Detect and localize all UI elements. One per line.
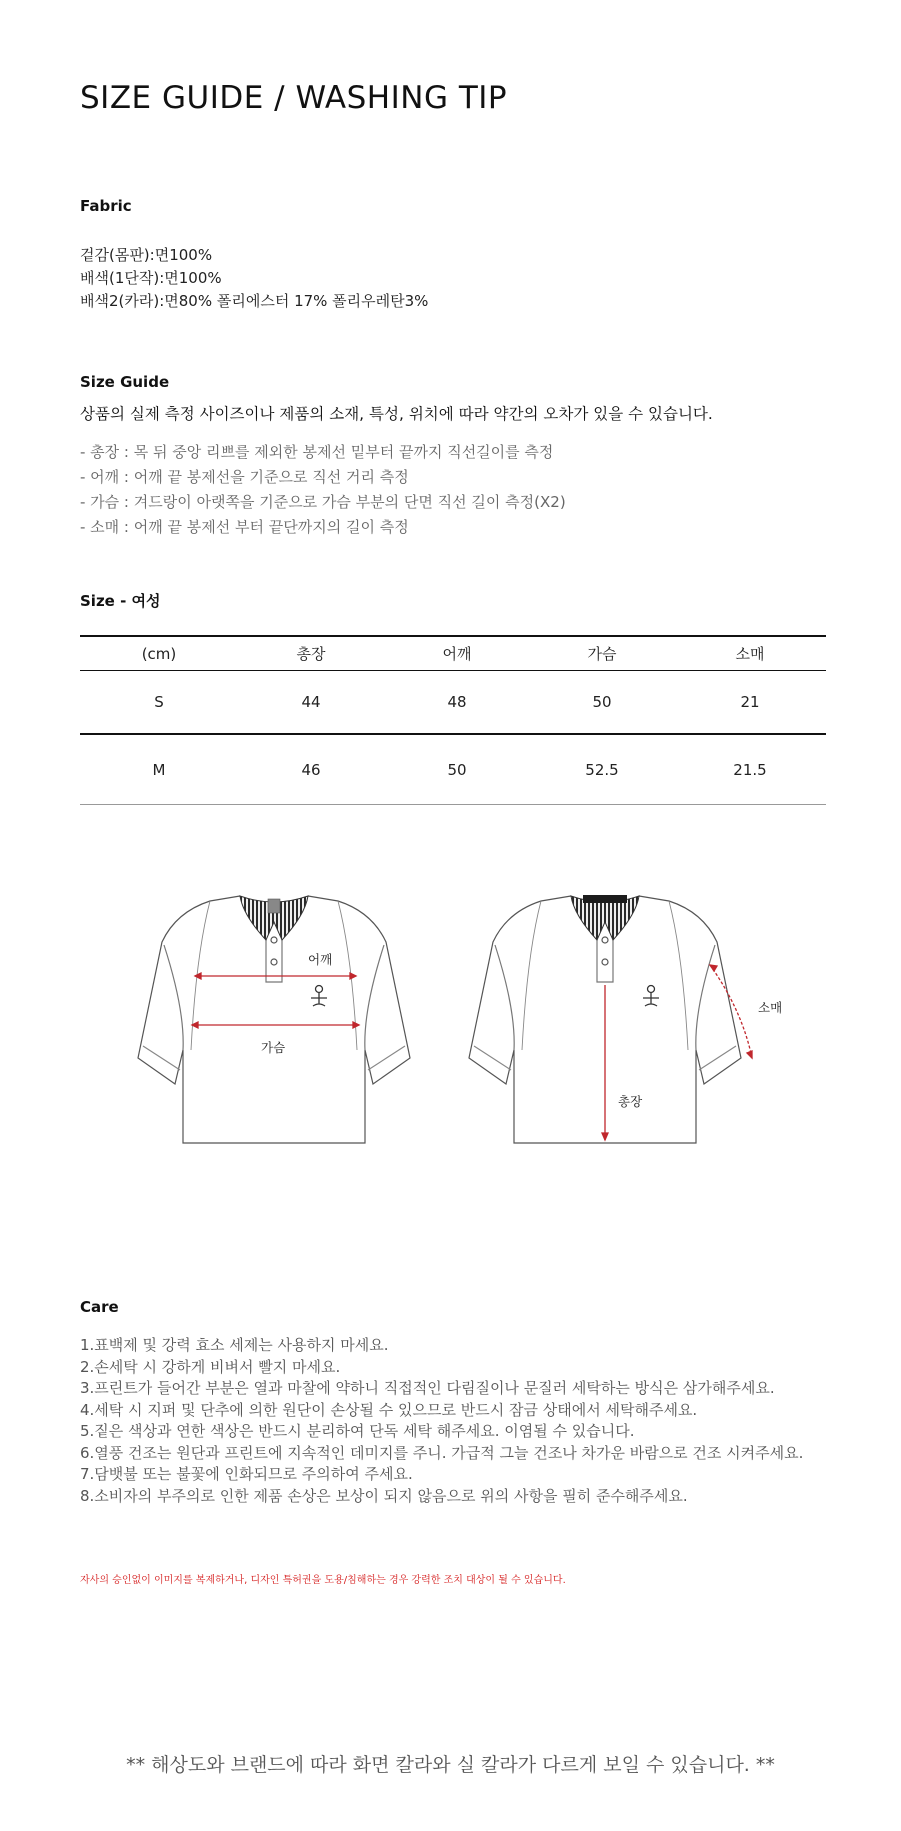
table-cell: M bbox=[152, 760, 166, 779]
front-view-shirt bbox=[138, 896, 410, 1143]
care-item: 2.손세탁 시 강하게 비벼서 빨지 마세요. bbox=[80, 1357, 341, 1376]
front-button bbox=[271, 959, 277, 965]
color-disclaimer-footer: ** 해상도와 브랜드에 따라 화면 칼라와 실 칼라가 다르게 보일 수 있습니다. ** bbox=[126, 1754, 775, 1776]
measurement-method-list bbox=[80, 440, 566, 540]
care-item: 4.세탁 시 지퍼 및 단추에 의한 원단이 손상될 수 있으므로 반드시 잠금 상태에서 세탁해주세요. bbox=[80, 1400, 698, 1419]
table-row bbox=[80, 671, 826, 735]
table-cell: 50 bbox=[447, 760, 467, 779]
table-cell: 44 bbox=[301, 693, 321, 711]
back-button bbox=[602, 937, 608, 943]
table-cell: 48 bbox=[447, 693, 467, 711]
back-measure-lines bbox=[602, 965, 752, 1140]
care-item: 1.표백제 및 강력 효소 세제는 사용하지 마세요. bbox=[80, 1336, 389, 1354]
care-heading: Care bbox=[80, 1298, 119, 1316]
table-cell: 46 bbox=[301, 760, 321, 779]
care-item: 8.소비자의 부주의로 인한 제품 손상은 보상이 되지 않음으로 위의 사항을 필히 준수해주세요. bbox=[80, 1486, 688, 1505]
measurement-item: - 어깨 : 어깨 끝 봉제선을 기준으로 직선 거리 측정 bbox=[80, 468, 409, 486]
size-table-heading: Size - 여성 bbox=[80, 592, 161, 610]
chest-label: 가슴 bbox=[261, 1040, 286, 1055]
front-measure-lines bbox=[192, 973, 359, 1028]
column-header: 소매 bbox=[735, 645, 765, 663]
size-guide-heading: Size Guide bbox=[80, 373, 170, 391]
fabric-line: 배색(1단작):면100% bbox=[80, 269, 222, 287]
care-item: 3.프린트가 들어간 부분은 열과 마찰에 약하니 직접적인 다림질이나 문질러 세탁하는 방식은 삼가해주세요. bbox=[80, 1379, 775, 1397]
care-item: 5.짙은 색상과 연한 색상은 반드시 분리하여 단독 세탁 해주세요. 이염될 수 있습니다. bbox=[80, 1422, 635, 1440]
fabric-line: 배색2(카라):면80% 폴리에스터 17% 폴리우레탄3% bbox=[80, 292, 429, 310]
measurement-item: - 소매 : 어깨 끝 봉제선 부터 끝단까지의 길이 측정 bbox=[80, 518, 409, 536]
front-body-outline bbox=[138, 896, 410, 1143]
logo-icon bbox=[643, 986, 659, 1007]
column-header: (cm) bbox=[141, 644, 177, 663]
back-button bbox=[602, 959, 608, 965]
shoulder-label: 어깨 bbox=[308, 952, 333, 967]
sleeve-label: 소매 bbox=[758, 1000, 783, 1015]
fabric-heading: Fabric bbox=[80, 197, 132, 215]
size-table-header-row bbox=[80, 636, 826, 671]
size-table bbox=[80, 635, 826, 805]
table-cell: 50 bbox=[592, 693, 612, 711]
fabric-composition bbox=[80, 244, 428, 313]
table-cell: 52.5 bbox=[585, 760, 619, 779]
back-neck-label bbox=[583, 895, 627, 903]
table-cell: 21.5 bbox=[733, 760, 767, 779]
size-guide-note: 상품의 실제 측정 사이즈이나 제품의 소재, 특성, 위치에 따라 약간의 오차가 있을 수 있습니다. bbox=[80, 405, 713, 423]
table-cell: 21 bbox=[740, 693, 760, 711]
fabric-line: 겉감(몸판):면100% bbox=[80, 246, 213, 264]
column-header: 총장 bbox=[296, 645, 326, 663]
copyright-warning: 자사의 승인없이 이미지를 복제하거나, 디자인 특허권을 도용/침해하는 경우 강력한 조치 대상이 될 수 있습니다. bbox=[80, 1575, 566, 1586]
care-item: 7.담뱃불 또는 불꽃에 인화되므로 주의하여 주세요. bbox=[80, 1465, 413, 1483]
care-instructions-list bbox=[80, 1335, 803, 1507]
front-sleeve-seam bbox=[164, 945, 384, 1050]
logo-icon bbox=[311, 986, 327, 1007]
column-header: 어깨 bbox=[442, 645, 472, 663]
page-title: SIZE GUIDE / WASHING TIP bbox=[80, 80, 508, 116]
table-row bbox=[80, 734, 826, 805]
measurement-item: - 총장 : 목 뒤 중앙 리쁘를 제외한 봉제선 밑부터 끝까지 직선길이를 측정 bbox=[80, 443, 554, 461]
front-neck-label bbox=[268, 899, 280, 913]
polo-measurement-diagram bbox=[0, 880, 901, 1170]
front-button bbox=[271, 937, 277, 943]
care-item: 6.열풍 건조는 원단과 프린트에 지속적인 데미지를 주니. 가급적 그늘 건조나 차가운 바람으로 건조 시켜주세요. bbox=[80, 1443, 804, 1462]
measurement-item: - 가슴 : 겨드랑이 아랫쪽을 기준으로 가슴 부분의 단면 직선 길이 측정(X2) bbox=[80, 493, 566, 511]
column-header: 가슴 bbox=[587, 645, 617, 663]
length-label: 총장 bbox=[618, 1094, 643, 1109]
table-cell: S bbox=[154, 693, 164, 711]
